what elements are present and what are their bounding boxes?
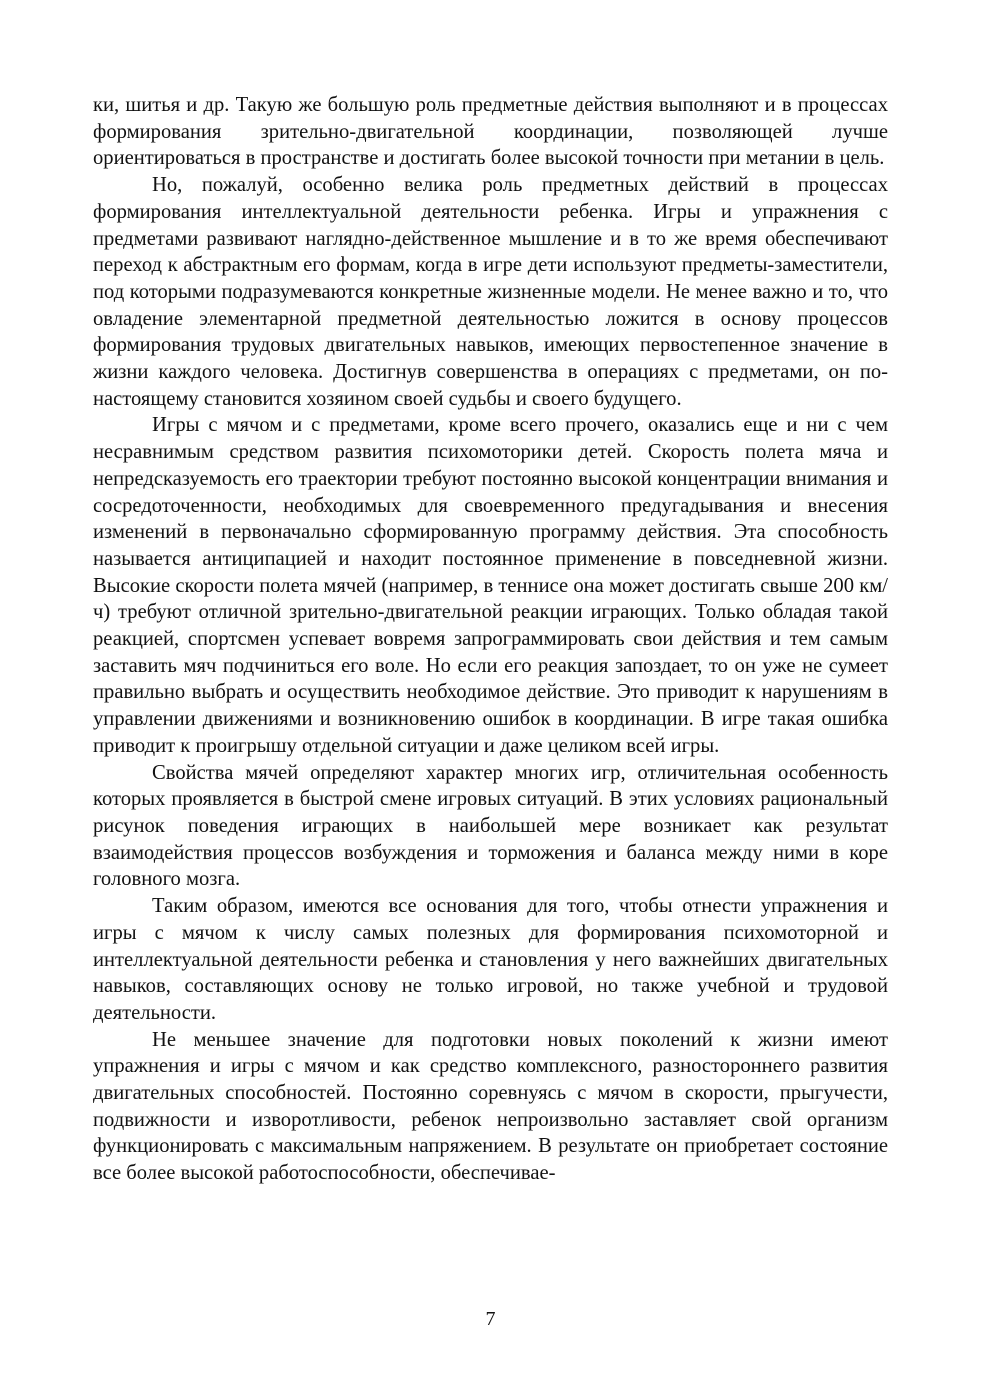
paragraph-4: Свойства мячей определяют характер многих игр, отличительная особенность которых проявляется в быстрой смене игровых ситуаций. В этих условиях рациональный рисунок поведения играющих в наибольшей мере возникает как результат взаимодействия процессов возбуждения и торможения и баланса между ними в коре головного мозга. bbox=[93, 761, 888, 891]
paragraph-5: Таким образом, имеются все основания для того, чтобы отнести упражнения и игры с мячом к числу самых полезных для формирования психомоторной и интеллектуальной деятельности ребенка и становления у него важнейших двигательных навыков, составляющих основу не только игровой, но также учебной и трудовой деятельности. bbox=[93, 895, 888, 1024]
paragraph-2: Но, пожалуй, особенно велика роль предметных действий в процессах формирования интеллектуальной деятельности ребенка. Игры и упражнения с предметами развивают наглядно-действенное мышление и в то же время обеспечивают переход к абстрактным его формам, когда в игре дети используют предметы-заместители, под которыми подразумеваются конкретные жизненные модели. Не менее важно и то, что овладение элементарной предметной деятельностью ложится в основу процессов формирования трудовых двигательных навыков, имеющих первостепенное значение в жизни каждого человека. Достигнув совершенства в операциях с предметами, он по-настоящему становится хозяином своей судьбы и своего будущего. bbox=[93, 174, 888, 410]
page-body bbox=[93, 92, 888, 1187]
paragraph-6: Не меньшее значение для подготовки новых поколений к жизни имеют упражнения и игры с мячом и как средство комплексного, разностороннего развития двигательных способностей. Постоянно соревнуясь с мячом в скорости, прыгучести, подвижности и изворотливости, ребенок непроизвольно заставляет свой организм функционировать с максимальным напряжением. В результате он приобретает состояние все более высокой работоспособности, обеспечивае- bbox=[93, 1028, 888, 1185]
paragraph-1: ки, шитья и др. Такую же большую роль предметные действия выполняют и в процессах формирования зрительно-двигательной координации, позволяющей лучше ориентироваться в пространстве и достигать более высокой точности при метании в цель. bbox=[93, 94, 888, 170]
page-number: 7 bbox=[485, 1308, 496, 1330]
paragraph-3: Игры с мячом и с предметами, кроме всего прочего, оказались еще и ни с чем несравнимым средством развития психомоторики детей. Скорость полета мяча и непредсказуемость его траектории требуют постоянно высокой концентрации внимания и сосредоточенности, необходимых для своевременного предугадывания и внесения изменений в первоначально сформированную программу действия. Эта способность называется антиципацией и находит постоянное применение в повседневной жизни. Высокие скорости полета мячей (например, в теннисе она может достигать свыше 200 км/ч) требуют отличной зрительно-двигательной реакции играющих. Только обладая такой реакцией, спортсмен успевает вовремя запрограммировать свои действия и тем самым заставить мяч подчиниться его воле. Но если его реакция запоздает, то он уже не сумеет правильно выбрать и осуществить необходимое действие. Это приводит к нарушениям в управлении движениями и возникновению ошибок в координации. В игре такая ошибка приводит к проигрышу отдельной ситуации и даже целиком всей игры. bbox=[93, 414, 888, 757]
